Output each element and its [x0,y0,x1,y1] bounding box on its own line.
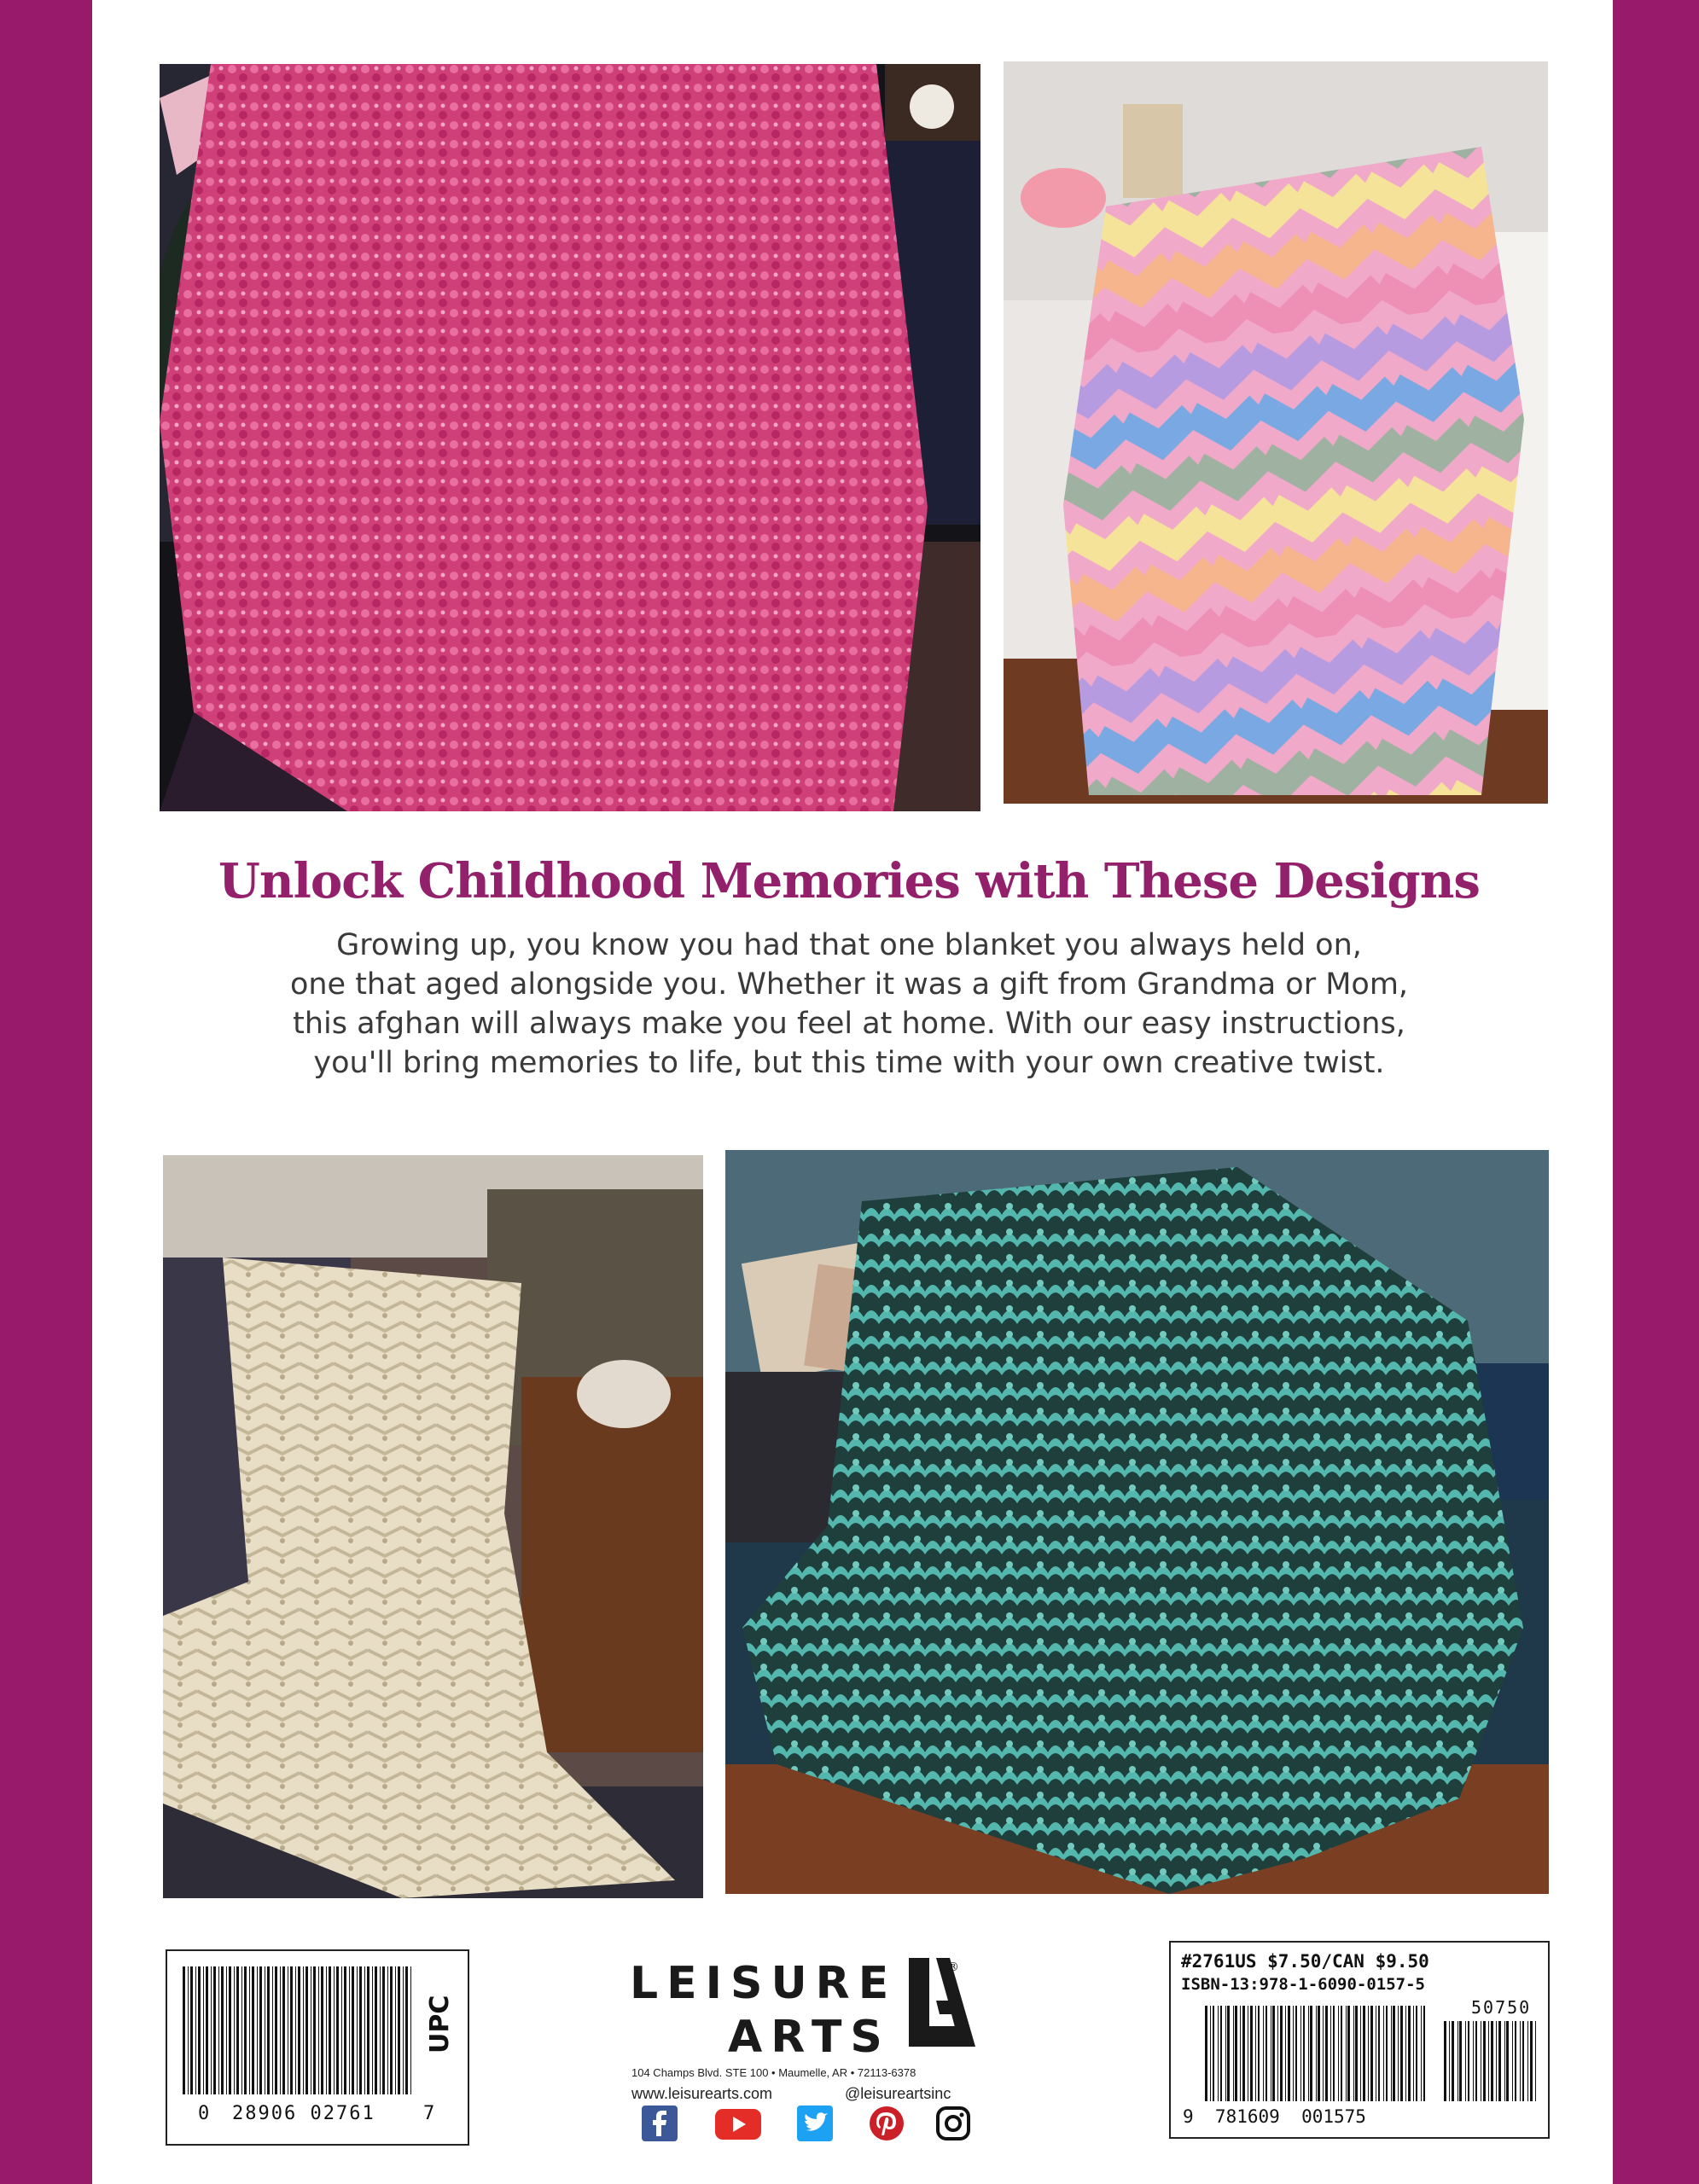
registered-mark: ® [947,1960,959,1974]
description [154,926,1545,1083]
upc-digit-right: 7 [423,2103,435,2124]
barcode-bar [1425,2006,1428,2101]
publisher-handle[interactable]: @leisureartsinc [845,2085,951,2102]
publisher-address: 104 Champs Blvd. STE 100 • Maumelle, AR • 72113-6378 [631,2066,916,2079]
publisher-website[interactable]: www.leisurearts.com [631,2085,773,2102]
isbn-barcode [1205,2006,1428,2101]
description-line: this afghan will always make you feel at home. With our easy instructions, [293,1007,1405,1041]
isbn-addon-digits: 50750 [1471,1997,1532,2018]
description-line: you'll bring memories to life, but this time with your own creative twist. [313,1046,1385,1080]
youtube-icon[interactable] [715,2106,761,2141]
logo-word-arts: ARTS [728,2012,891,2063]
isbn-addon-barcode [1444,2021,1538,2101]
isbn-digits: 9 781609 001575 [1183,2106,1366,2127]
isbn-line: ISBN-13:978-1-6090-0157-5 [1181,1975,1425,1994]
photo-rainbow-chevron-afghan [1004,61,1548,804]
right-border [1613,0,1699,2184]
pinterest-icon[interactable] [869,2106,905,2141]
photo-pink-ripple-afghan [160,64,980,811]
upc-digit-left: 0 [198,2103,210,2124]
twitter-icon[interactable] [797,2106,833,2141]
barcode-bar [411,1966,413,2094]
price-line: #2761US $7.50/CAN $9.50 [1181,1951,1429,1972]
isbn-barcode-box [1169,1941,1550,2139]
left-border [0,0,92,2184]
upc-barcode [183,1966,413,2094]
headline: Unlock Childhood Memories with These Designs [218,853,1480,909]
description-line: Growing up, you know you had that one blanket you always held on, [336,928,1362,962]
upc-label: UPC [425,1995,455,2053]
instagram-icon[interactable] [935,2106,971,2141]
facebook-icon[interactable] [642,2106,678,2141]
upc-barcode-box [166,1949,469,2146]
logo-word-leisure: LEISURE [630,1958,898,2009]
description-line: one that aged alongside you. Whether it was a gift from Grandma or Mom, [289,967,1409,1002]
upc-digits: 28906 02761 [232,2103,375,2124]
photo-teal-shell-afghan [725,1150,1549,1894]
la-monogram-icon [900,1958,977,2052]
barcode-bar [1536,2021,1538,2101]
photo-cream-lace-afghan [163,1155,703,1898]
